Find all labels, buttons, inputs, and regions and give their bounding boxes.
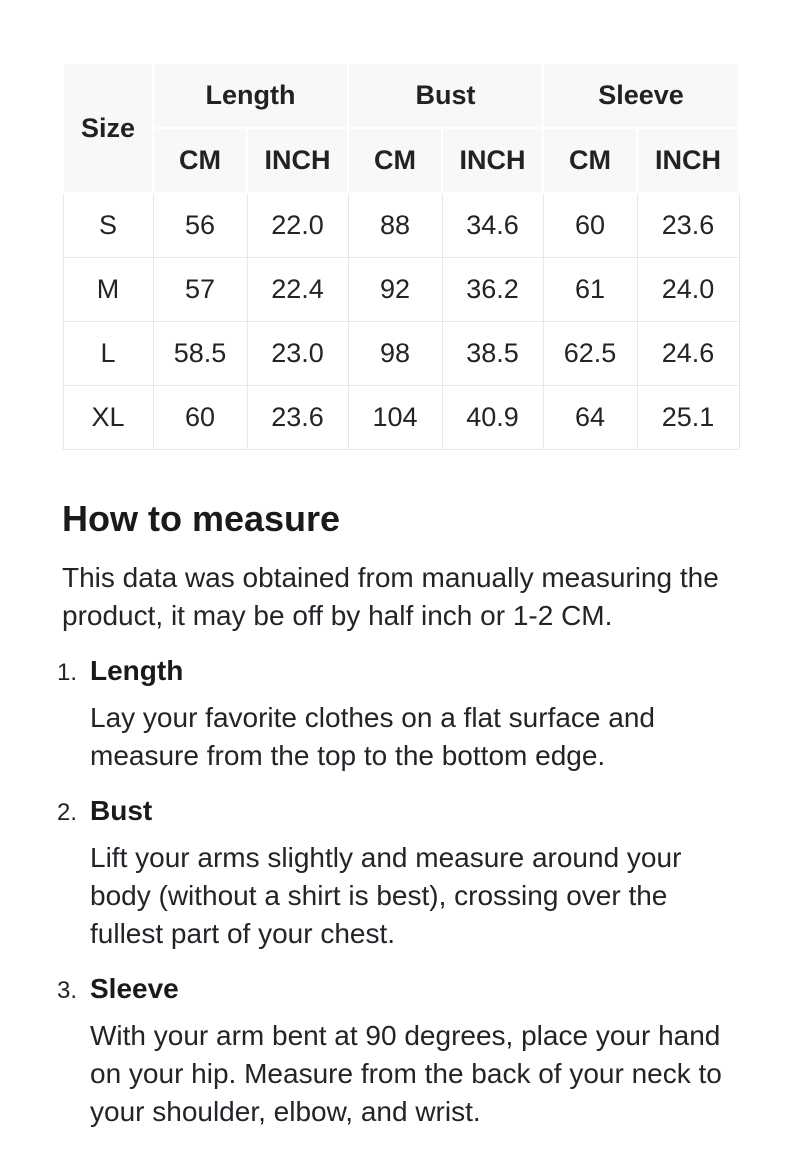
- size-chart-table: [62, 62, 740, 450]
- cell-sleeve-cm: 64: [543, 385, 637, 449]
- header-length-inch: INCH: [247, 128, 348, 193]
- cell-bust-cm: 98: [348, 321, 442, 385]
- step-title-length: Length: [90, 654, 184, 686]
- table-row-l: [63, 321, 739, 385]
- cell-sleeve-cm: 61: [543, 257, 637, 321]
- header-sleeve-inch: INCH: [637, 128, 739, 193]
- cell-bust-cm: 92: [348, 257, 442, 321]
- cell-sleeve-inch: 24.0: [637, 257, 739, 321]
- cell-size: M: [63, 257, 153, 321]
- header-bust-cm: CM: [348, 128, 442, 193]
- header-length-cm: CM: [153, 128, 247, 193]
- header-length: Length: [153, 63, 348, 128]
- cell-length-cm: 57: [153, 257, 247, 321]
- cell-sleeve-inch: 23.6: [637, 193, 739, 257]
- cell-length-inch: 23.0: [247, 321, 348, 385]
- list-item-sleeve: [57, 971, 738, 1131]
- step-description-bust: Lift your arms slightly and measure around your body (without a shirt is best), crossing over the fullest part of your chest.: [90, 841, 682, 949]
- header-bust: Bust: [348, 63, 543, 128]
- cell-bust-inch: 36.2: [442, 257, 543, 321]
- measure-intro-text: This data was obtained from manually measuring the product, it may be off by half inch or 1-2 CM.: [62, 561, 719, 631]
- step-number: 1.: [57, 658, 78, 686]
- cell-sleeve-cm: 62.5: [543, 321, 637, 385]
- cell-sleeve-inch: 25.1: [637, 385, 739, 449]
- cell-bust-inch: 34.6: [442, 193, 543, 257]
- list-item-bust: [57, 793, 738, 953]
- table-row-m: [63, 257, 739, 321]
- table-row-xl: [63, 385, 739, 449]
- cell-size: XL: [63, 385, 153, 449]
- table-row-s: [63, 193, 739, 257]
- cell-length-cm: 58.5: [153, 321, 247, 385]
- how-to-measure-title: How to measure: [62, 497, 341, 539]
- cell-sleeve-cm: 60: [543, 193, 637, 257]
- header-sleeve-cm: CM: [543, 128, 637, 193]
- cell-length-cm: 60: [153, 385, 247, 449]
- step-title-bust: Bust: [90, 794, 153, 826]
- cell-size: S: [63, 193, 153, 257]
- list-item-length: [57, 653, 738, 775]
- step-description-sleeve: With your arm bent at 90 degrees, place your hand on your hip. Measure from the back of your neck to your shoulder, elbow, and wrist.: [90, 1019, 722, 1127]
- cell-bust-inch: 38.5: [442, 321, 543, 385]
- header-sleeve: Sleeve: [543, 63, 739, 128]
- cell-bust-cm: 104: [348, 385, 442, 449]
- step-number: 3.: [57, 976, 78, 1004]
- step-title-sleeve: Sleeve: [90, 972, 179, 1004]
- cell-length-cm: 56: [153, 193, 247, 257]
- size-chart-header: [63, 63, 739, 193]
- cell-bust-inch: 40.9: [442, 385, 543, 449]
- cell-length-inch: 22.0: [247, 193, 348, 257]
- cell-sleeve-inch: 24.6: [637, 321, 739, 385]
- cell-length-inch: 23.6: [247, 385, 348, 449]
- cell-bust-cm: 88: [348, 193, 442, 257]
- cell-length-inch: 22.4: [247, 257, 348, 321]
- cell-size: L: [63, 321, 153, 385]
- measure-steps-list: [57, 653, 738, 1131]
- step-number: 2.: [57, 798, 78, 826]
- header-bust-inch: INCH: [442, 128, 543, 193]
- step-description-length: Lay your favorite clothes on a flat surface and measure from the top to the bottom edge.: [90, 701, 655, 771]
- header-size: Size: [63, 63, 153, 193]
